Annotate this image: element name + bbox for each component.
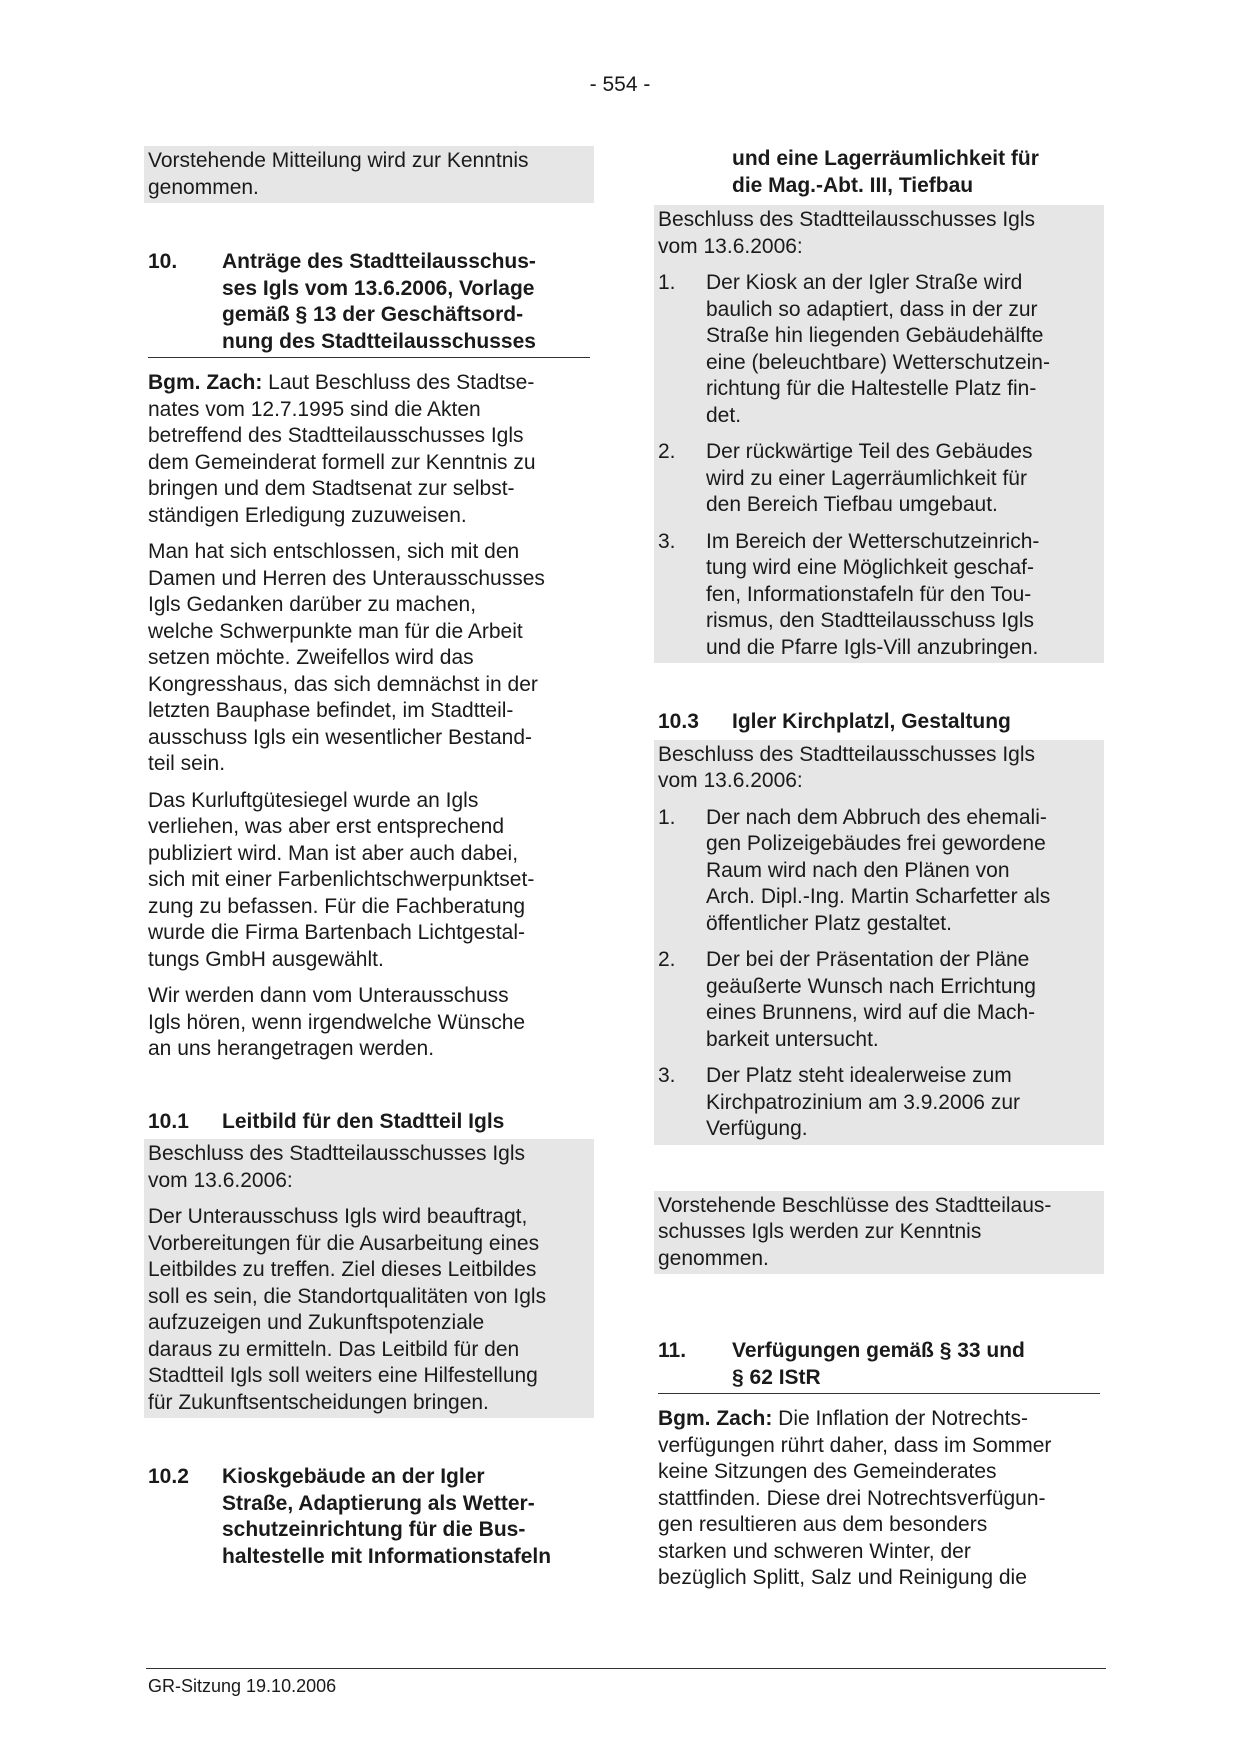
text-line: Stadtteil Igls soll weiters eine Hilfestellung (148, 1364, 538, 1387)
list-item (658, 439, 1100, 519)
text-line: Der nach dem Abbruch des ehemali- (706, 805, 1047, 829)
text-line: wird zu einer Lagerräumlichkeit für (706, 466, 1027, 490)
title-line: Verfügungen gemäß § 33 und (732, 1339, 1025, 1362)
text-line: letzten Bauphase befindet, im Stadtteil- (148, 699, 514, 722)
section-number: 10.2 (148, 1465, 189, 1488)
list-item (658, 270, 1100, 429)
text-line: welche Schwerpunkte man für die Arbeit (148, 619, 523, 643)
text-line: daraus zu ermitteln. Das Leitbild für den (148, 1337, 520, 1361)
resolution-block (654, 205, 1104, 663)
section-title (732, 1338, 1100, 1391)
title-line: und eine Lagerräumlichkeit für (732, 147, 1039, 170)
section-title (222, 1464, 590, 1570)
text-line: schusses Igls werden zur Kenntnis (658, 1220, 982, 1243)
text-line: rismus, den Stadtteilausschuss Igls (706, 609, 1034, 632)
text-line: ständigen Erledigung zuzuweisen. (148, 503, 467, 527)
speaker: Bgm. Zach: (148, 371, 263, 394)
section-title (222, 249, 590, 355)
section-number: 10. (148, 250, 178, 273)
paragraph-3 (148, 983, 590, 1063)
text-line: baulich so adaptiert, dass in der zur (706, 297, 1038, 321)
text-line: bringen und dem Stadtsenat zur selbst- (148, 477, 515, 500)
text-line: Leitbildes zu treffen. Ziel dieses Leitbildes (148, 1258, 537, 1281)
text-line: Verfügung. (706, 1117, 808, 1140)
text-line: geäußerte Wunsch nach Errichtung (706, 974, 1036, 998)
list-item (658, 1063, 1100, 1143)
text-line: den Bereich Tiefbau umgebaut. (706, 493, 998, 516)
text-line: ausschuss Igls ein wesentlicher Bestand- (148, 725, 533, 749)
text-line: fen, Informationstafeln für den Tou- (706, 582, 1032, 606)
footer: GR-Sitzung 19.10.2006 (148, 1676, 337, 1696)
notice-block (654, 1191, 1104, 1275)
section-10-2-heading-cont (658, 146, 1100, 199)
text-line: Der Unterausschuss Igls wird beauftragt, (148, 1205, 528, 1228)
speech-paragraph (148, 370, 590, 529)
text-line: nates vom 12.7.1995 sind die Akten (148, 397, 481, 421)
text-line: Die Inflation der Notrechts- (772, 1407, 1028, 1430)
text-line: tung wird eine Möglichkeit geschaf- (706, 556, 1035, 579)
text-line: Igls Gedanken darüber zu machen, (148, 593, 477, 616)
list-number: 1. (658, 805, 676, 829)
text-line: keine Sitzungen des Gemeinderates (658, 1460, 997, 1483)
notice-block (144, 146, 594, 203)
text-line: Laut Beschluss des Stadtse- (262, 371, 535, 394)
text-line: tungs GmbH ausgewählt. (148, 947, 384, 971)
title-line: § 62 IStR (732, 1365, 821, 1389)
title-line: die Mag.-Abt. III, Tiefbau (732, 173, 974, 197)
title-line: Anträge des Stadtteilausschus- (222, 250, 536, 273)
notice-text: Vorstehende Mitteilung wird zur Kenntnis genommen. (148, 149, 529, 199)
text-line: Straße hin liegenden Gebäudehälfte (706, 324, 1044, 347)
section-title: Leitbild für den Stadtteil Igls (222, 1109, 505, 1133)
text-line: Der bei der Präsentation der Pläne (706, 948, 1030, 971)
title-line: nung des Stadtteilausschusses (222, 329, 536, 353)
text-line: zung zu befassen. Für die Fachberatung (148, 894, 526, 918)
paragraph-1 (148, 539, 590, 778)
text-line: Vorbereitungen für die Ausarbeitung eines (148, 1231, 540, 1255)
text-line: dem Gemeinderat formell zur Kenntnis zu (148, 450, 536, 474)
section-number: 11. (658, 1339, 687, 1362)
left-column (148, 146, 590, 1570)
text-line: Beschluss des Stadtteilausschusses Igls (148, 1142, 526, 1165)
title-line: Straße, Adaptierung als Wetter- (222, 1491, 535, 1515)
text-line: starken und schweren Winter, der (658, 1539, 971, 1563)
text-line: Im Bereich der Wetterschutzeinrich- (706, 529, 1040, 553)
text-line: stattfinden. Diese drei Notrechtsverfügun- (658, 1486, 1046, 1510)
text-line: wurde die Firma Bartenbach Lichtgestal- (148, 921, 526, 944)
text-line: Kirchpatrozinium am 3.9.2006 zur (706, 1090, 1020, 1114)
text-line: Beschluss des Stadtteilausschusses Igls (658, 742, 1036, 766)
list-item (658, 805, 1100, 938)
text-line: sich mit einer Farbenlichtschwerpunktset- (148, 868, 535, 891)
text-line: und die Pfarre Igls-Vill anzubringen. (706, 635, 1039, 659)
section-title: Igler Kirchplatzl, Gestaltung (732, 710, 1011, 733)
text-line: Das Kurluftgütesiegel wurde an Igls (148, 788, 479, 812)
text-line: verliehen, was aber erst entsprechend (148, 815, 505, 838)
right-column (658, 146, 1100, 1592)
text-line: publiziert wird. Man ist aber auch dabei, (148, 841, 519, 865)
text-line: an uns herangetragen werden. (148, 1037, 435, 1060)
paragraph-2 (148, 788, 590, 974)
text-line: bezüglich Splitt, Salz und Reinigung die (658, 1566, 1027, 1589)
text-line: verfügungen rührt daher, dass im Sommer (658, 1433, 1052, 1457)
text-line: Beschluss des Stadtteilausschusses Igls (658, 208, 1036, 231)
list-number: 3. (658, 529, 676, 553)
title-line: ses Igls vom 13.6.2006, Vorlage (222, 276, 535, 300)
text-line: vom 13.6.2006: (148, 1168, 293, 1192)
text-line: vom 13.6.2006: (658, 234, 803, 258)
title-line: schutzeinrichtung für die Bus- (222, 1518, 526, 1541)
text-line: Der rückwärtige Teil des Gebäudes (706, 440, 1033, 463)
text-line: richtung für die Haltestelle Platz fin- (706, 377, 1037, 400)
list-item (658, 529, 1100, 662)
list-number: 2. (658, 440, 676, 463)
text-line: barkeit untersucht. (706, 1027, 879, 1051)
text-line: vom 13.6.2006: (658, 769, 803, 792)
footer-rule (146, 1668, 1106, 1669)
text-line: Wir werden dann vom Unterausschuss (148, 984, 509, 1007)
text-line: Damen und Herren des Unterausschusses (148, 566, 545, 590)
text-line: teil sein. (148, 752, 226, 775)
title-line: haltestelle mit Informationstafeln (222, 1544, 552, 1568)
text-line: eines Brunnens, wird auf die Mach- (706, 1001, 1036, 1024)
list-number: 3. (658, 1064, 676, 1087)
section-number: 10.3 (658, 710, 699, 733)
text-line: Kongresshaus, das sich demnächst in der (148, 672, 538, 696)
section-10-heading (148, 249, 590, 358)
speaker: Bgm. Zach: (658, 1407, 773, 1430)
resolution-block (654, 740, 1104, 1145)
section-10-1-heading (148, 1109, 590, 1136)
text-line: Der Kiosk an der Igler Straße wird (706, 271, 1023, 294)
section-10-3-heading (658, 709, 1100, 736)
text-line: aufzuzeigen und Zukunftspotenziale (148, 1311, 485, 1334)
section-number: 10.1 (148, 1109, 189, 1133)
title-line: Kioskgebäude an der Igler (222, 1465, 485, 1488)
section-title (732, 146, 1100, 199)
title-line: gemäß § 13 der Geschäftsord- (222, 303, 524, 326)
text-line: Arch. Dipl.-Ing. Martin Scharfetter als (706, 885, 1051, 908)
page-number: - 554 - (589, 73, 651, 96)
text-line: Igls hören, wenn irgendwelche Wünsche (148, 1010, 526, 1034)
text-line: für Zukunftsentscheidungen bringen. (148, 1390, 489, 1414)
text-line: Der Platz steht idealerweise zum (706, 1064, 1012, 1087)
section-10-2-heading (148, 1464, 590, 1570)
text-line: Man hat sich entschlossen, sich mit den (148, 540, 520, 563)
text-line: genommen. (658, 1246, 769, 1270)
text-line: det. (706, 403, 742, 427)
section-11-heading (658, 1338, 1100, 1394)
text-line: betreffend des Stadtteilausschusses Igls (148, 424, 524, 447)
text-line: Raum wird nach den Plänen von (706, 858, 1010, 882)
text-line: gen resultieren aus dem besonders (658, 1513, 988, 1536)
resolution-block (144, 1139, 594, 1418)
speech-paragraph (658, 1406, 1100, 1592)
text-line: eine (beleuchtbare) Wetterschutzein- (706, 350, 1050, 374)
text-line: setzen möchte. Zweifellos wird das (148, 646, 474, 669)
list-item (658, 947, 1100, 1053)
text-line: gen Polizeigebäudes frei gewordene (706, 832, 1046, 855)
list-number: 2. (658, 948, 676, 971)
text-line: Vorstehende Beschlüsse des Stadtteilaus- (658, 1193, 1052, 1217)
list-number: 1. (658, 271, 676, 294)
text-line: öffentlicher Platz gestaltet. (706, 911, 952, 935)
text-line: soll es sein, die Standortqualitäten von Igls (148, 1284, 547, 1308)
